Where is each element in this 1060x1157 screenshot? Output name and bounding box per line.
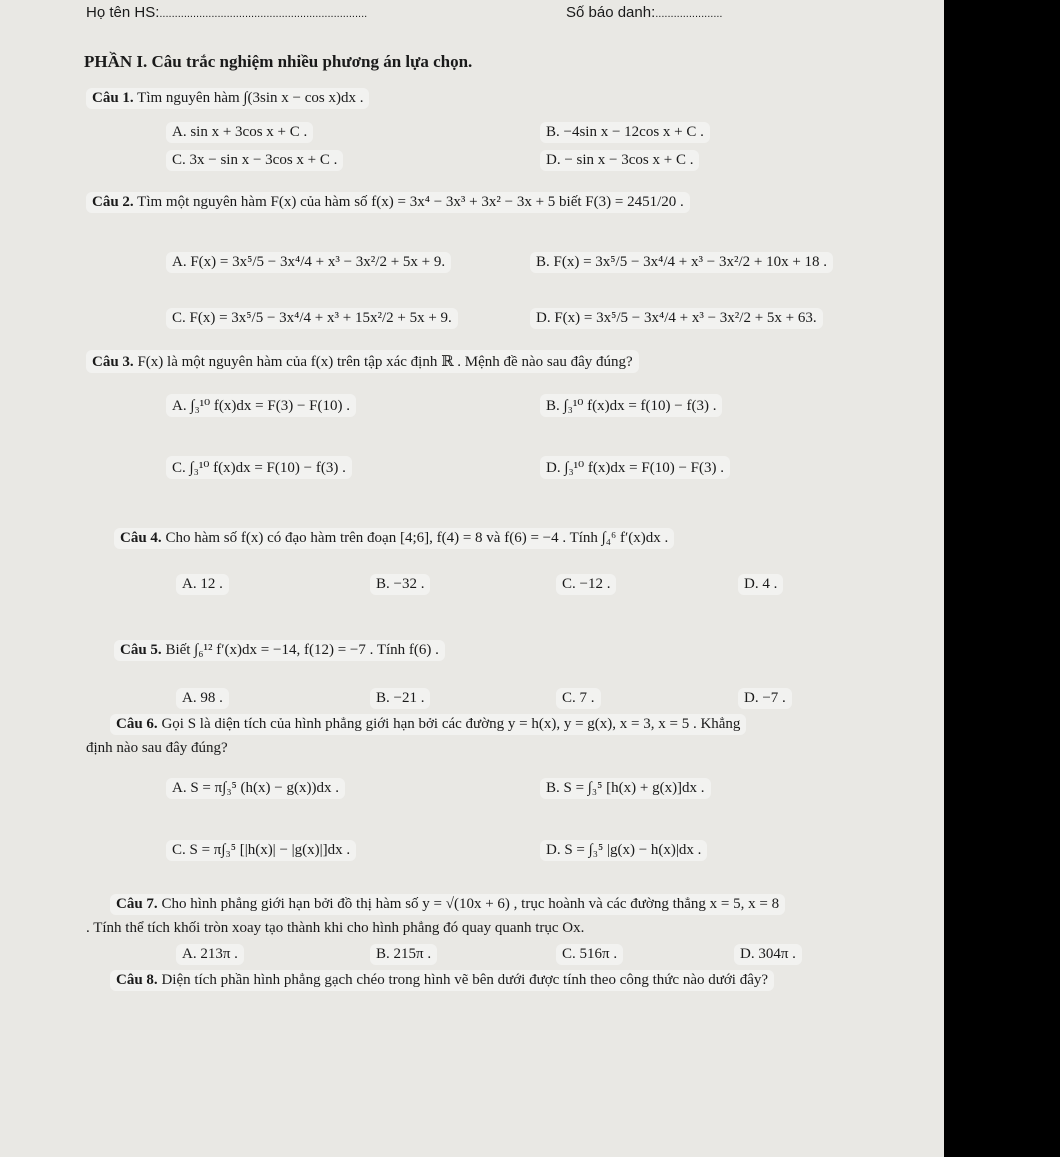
option-a[interactable]: A. 213π . [176,944,244,965]
question-7-continued: . Tính thể tích khối tròn xoay tạo thành khi cho hình phẳng đó quay quanh trục Ox. [86,920,585,936]
option-b[interactable]: B. S = ∫₃⁵ [h(x) + g(x)]dx . [540,778,711,799]
option-c[interactable]: C. ∫₃¹⁰ f(x)dx = F(10) − f(3) . [166,456,352,479]
question-label: Câu 6. [116,716,158,732]
question-2 [86,192,690,213]
question-text: Gọi S là diện tích của hình phẳng giới hạn bởi các đường y = h(x), y = g(x), x = 3, x = 5 . Khẳng [161,716,741,732]
student-name-line [86,4,367,21]
option-d[interactable]: D. F(x) = 3x⁵/5 − 3x⁴/4 + x³ − 3x²/2 + 5x + 63. [530,308,823,329]
option-d[interactable]: D. 4 . [738,574,783,595]
question-text: Diện tích phần hình phẳng gạch chéo trong hình vẽ bên dưới được tính theo công thức nào dưới đây? [161,972,769,988]
question-4 [114,528,674,549]
question-text: Tìm một nguyên hàm F(x) của hàm số f(x) = 3x⁴ − 3x³ + 3x² − 3x + 5 biết F(3) = 2451/20 . [137,194,684,210]
question-6 [110,714,746,735]
student-name-label: Họ tên HS: [86,4,160,21]
candidate-number-line [566,4,723,21]
option-a[interactable]: A. sin x + 3cos x + C . [166,122,313,143]
option-c[interactable]: C. 7 . [556,688,601,709]
option-d[interactable]: D. − sin x − 3cos x + C . [540,150,699,171]
option-d[interactable]: D. 304π . [734,944,802,965]
option-d[interactable]: D. ∫₃¹⁰ f(x)dx = F(10) − F(3) . [540,456,730,479]
option-b[interactable]: B. −4sin x − 12cos x + C . [540,122,710,143]
question-text: F(x) là một nguyên hàm của f(x) trên tập xác định ℝ . Mệnh đề nào sau đây đúng? [137,354,633,370]
option-c[interactable]: C. F(x) = 3x⁵/5 − 3x⁴/4 + x³ + 15x²/2 + 5x + 9. [166,308,458,329]
question-label: Câu 4. [120,530,162,546]
option-a[interactable]: A. F(x) = 3x⁵/5 − 3x⁴/4 + x³ − 3x²/2 + 5x + 9. [166,252,451,273]
question-5 [114,640,445,661]
candidate-number-label: Số báo danh: [566,4,656,21]
section-title: PHẦN I. Câu trắc nghiệm nhiều phương án lựa chọn. [84,52,473,71]
question-3 [86,350,639,373]
question-label: Câu 2. [92,194,134,210]
black-margin-right [944,0,1060,1157]
option-b[interactable]: B. ∫₃¹⁰ f(x)dx = f(10) − f(3) . [540,394,722,417]
option-b[interactable]: B. −21 . [370,688,430,709]
student-name-dots: .................................................................... [159,8,368,20]
option-d[interactable]: D. S = ∫₃⁵ |g(x) − h(x)|dx . [540,840,707,861]
question-6-continued: định nào sau đây đúng? [86,740,228,756]
option-a[interactable]: A. 12 . [176,574,229,595]
question-label: Câu 7. [116,896,158,912]
option-c[interactable]: C. 516π . [556,944,623,965]
question-8 [110,970,774,991]
question-text: Tìm nguyên hàm ∫(3sin x − cos x)dx . [137,90,364,106]
question-1 [86,88,369,109]
option-a[interactable]: A. ∫₃¹⁰ f(x)dx = F(3) − F(10) . [166,394,356,417]
option-d[interactable]: D. −7 . [738,688,792,709]
question-label: Câu 8. [116,972,158,988]
option-a[interactable]: A. 98 . [176,688,229,709]
question-text: Cho hàm số f(x) có đạo hàm trên đoạn [4;6], f(4) = 8 và f(6) = −4 . Tính ∫₄⁶ f′(x)dx . [165,530,669,546]
question-label: Câu 1. [92,90,134,106]
option-c[interactable]: C. S = π∫₃⁵ [|h(x)| − |g(x)|]dx . [166,840,356,861]
option-c[interactable]: C. 3x − sin x − 3cos x + C . [166,150,343,171]
question-7 [110,894,785,915]
option-c[interactable]: C. −12 . [556,574,616,595]
option-a[interactable]: A. S = π∫₃⁵ (h(x) − g(x))dx . [166,778,345,799]
candidate-number-dots: ...................... [655,8,723,20]
question-text: Cho hình phẳng giới hạn bởi đồ thị hàm số y = √(10x + 6) , trục hoành và các đường thẳng x = 5, x = 8 [161,896,780,912]
question-label: Câu 5. [120,642,162,658]
option-b[interactable]: B. −32 . [370,574,430,595]
option-b[interactable]: B. 215π . [370,944,437,965]
question-text: Biết ∫₆¹² f′(x)dx = −14, f(12) = −7 . Tính f(6) . [165,642,439,658]
option-b[interactable]: B. F(x) = 3x⁵/5 − 3x⁴/4 + x³ − 3x²/2 + 10x + 18 . [530,252,833,273]
question-label: Câu 3. [92,354,134,370]
